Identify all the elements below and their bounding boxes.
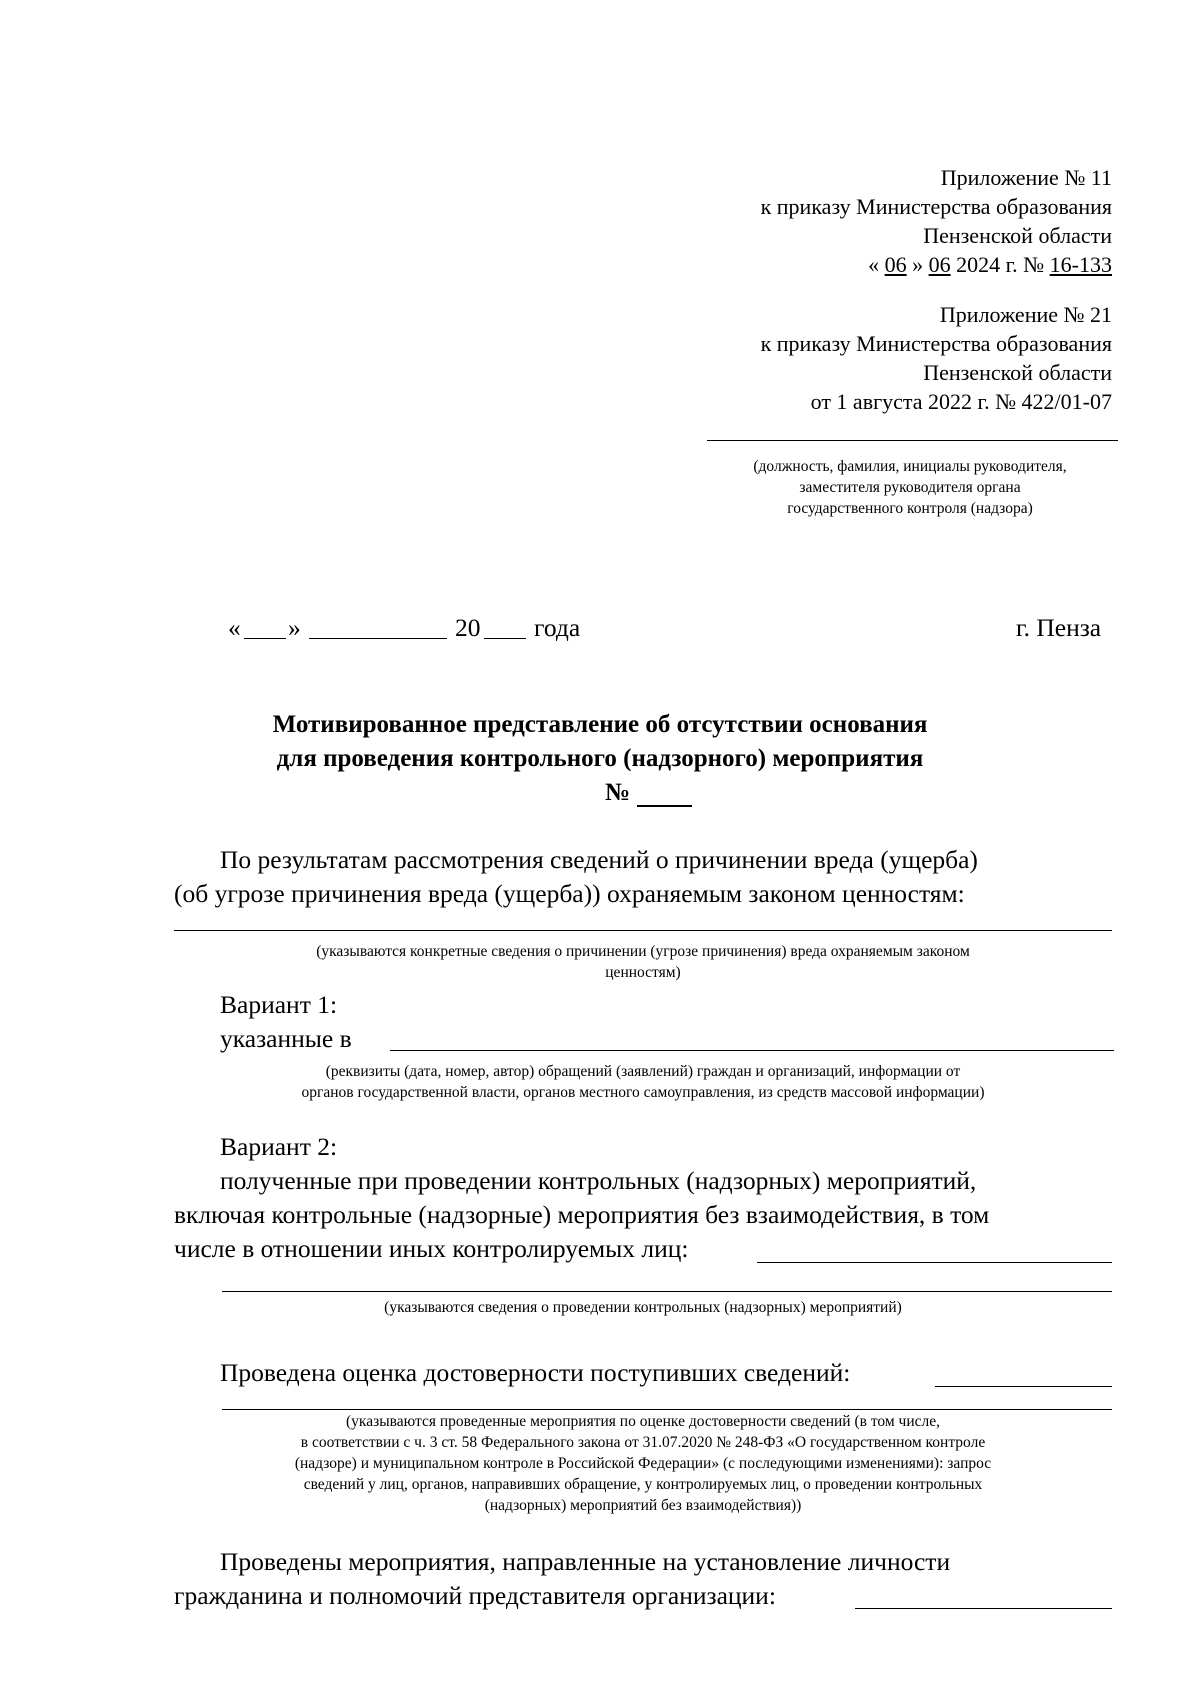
intro-blank-line	[174, 930, 1112, 931]
assessment-label: Проведена оценка достоверности поступивших сведений:	[220, 1358, 851, 1387]
assessment-blank-inline	[935, 1386, 1112, 1387]
variant-2-note: (указываются сведения о проведении контрольных (надзорных) мероприятий)	[384, 1299, 902, 1316]
variant-1-label: указанные в	[220, 1024, 352, 1053]
variant-2-line-2: включая контрольные (надзорные) мероприятия без взаимодействия, в том	[174, 1200, 990, 1229]
assessment-blank-line	[222, 1409, 1112, 1410]
document-number-label: №	[605, 779, 631, 806]
official-note: (должность, фамилия, инициалы руководителя, заместителя руководителя органа государственного контроля (надзора)	[753, 458, 1067, 517]
day-blank	[244, 638, 286, 639]
identity-line-1: Проведены мероприятия, направленные на установление личности	[220, 1547, 951, 1576]
intro-note: (указываются конкретные сведения о причинении (угрозе причинения) вреда охраняемым законом ценностям)	[316, 943, 970, 981]
appendix-11-header	[761, 163, 1112, 279]
appendix-21-header	[761, 300, 1112, 416]
variant-2-heading: Вариант 2:	[220, 1132, 338, 1161]
appendix-11-order-line: к приказу Министерства образования	[760, 194, 1112, 219]
variant-2-blank-line	[222, 1291, 1112, 1292]
date-open-quote: «	[228, 613, 241, 642]
appendix-21-region-line: Пензенской области	[923, 360, 1112, 385]
official-blank-line	[707, 440, 1118, 441]
assessment-note: (указываются проведенные мероприятия по оценке достоверности сведений (в том числе, в соответствии с ч. 3 ст. 58 Федерального закона от 31.07.2020 № 248-ФЗ «О государственном контроле (надзоре) и муниципальном контроле в Российской Федерации» (с последующими изменениями): запрос сведений у лиц, органов, направивших обращение, у контролируемых лиц, о проведении контрольных (надзорных) мероприятий без взаимодействия))	[294, 1413, 992, 1514]
identity-line-2: гражданина и полномочий представителя организации:	[174, 1581, 776, 1610]
variant-1-note: (реквизиты (дата, номер, автор) обращений (заявлений) граждан и организаций, информации от органов государственной власти, органов местного самоуправления, из средств массовой информации)	[301, 1063, 985, 1101]
variant-2-line-3: числе в отношении иных контролируемых лиц:	[174, 1234, 689, 1263]
appendix-11-day: 06	[884, 252, 907, 277]
variant-1-heading: Вариант 1:	[220, 990, 338, 1019]
appendix-11-title: Приложение № 11	[940, 165, 1112, 190]
year-blank	[484, 638, 526, 639]
appendix-11-date-line: « 06 » 06 2024 г. № 16-133	[868, 252, 1112, 277]
appendix-21-title: Приложение № 21	[939, 302, 1112, 327]
variant-1-blank-line	[390, 1050, 1114, 1051]
intro-line-2: (об угрозе причинения вреда (ущерба)) охраняемым законом ценностям:	[174, 879, 965, 908]
appendix-11-month: 06	[928, 252, 951, 277]
document-title: Мотивированное представление об отсутствии основания для проведения контрольного (надзорного) мероприятия	[272, 711, 928, 772]
appendix-21-date-line: от 1 августа 2022 г. № 422/01-07	[810, 389, 1112, 414]
document-number-blank	[637, 805, 692, 807]
variant-2-line-1: полученные при проведении контрольных (надзорных) мероприятий,	[220, 1166, 977, 1195]
appendix-11-region-line: Пензенской области	[923, 223, 1112, 248]
appendix-11-number: 16-133	[1049, 252, 1112, 277]
intro-line-1: По результатам рассмотрения сведений о причинении вреда (ущерба)	[220, 845, 978, 874]
month-blank	[309, 638, 447, 639]
identity-blank-inline	[855, 1608, 1112, 1609]
date-close-quote: »	[288, 613, 301, 642]
year-prefix: 20	[455, 613, 481, 642]
variant-2-blank-inline	[757, 1262, 1112, 1263]
year-suffix: года	[534, 613, 581, 642]
city: г. Пенза	[1016, 613, 1102, 642]
appendix-21-order-line: к приказу Министерства образования	[760, 331, 1112, 356]
